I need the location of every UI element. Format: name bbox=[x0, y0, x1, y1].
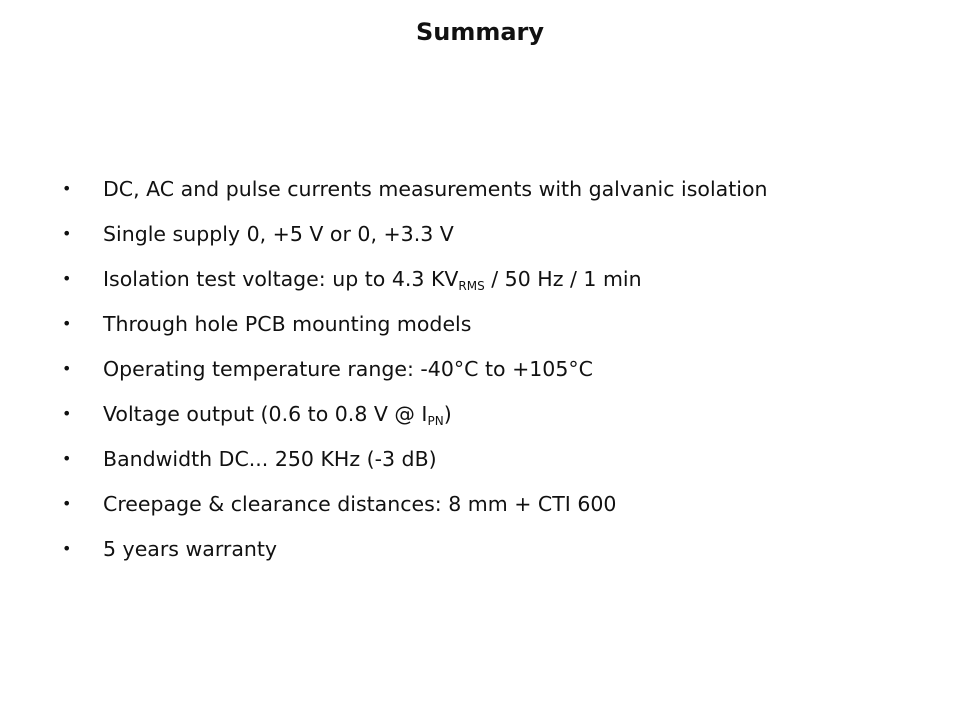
bullet-text: Through hole PCB mounting models bbox=[103, 312, 472, 336]
bullet-icon: • bbox=[62, 269, 72, 288]
bullet-item-isolation-voltage bbox=[62, 262, 942, 307]
bullet-icon: • bbox=[62, 314, 72, 333]
bullet-text: Creepage & clearance distances: 8 mm + CTI 600 bbox=[103, 492, 617, 516]
slide-title: Summary bbox=[415, 18, 545, 46]
bullet-item-creepage-clearance bbox=[62, 487, 942, 532]
bullet-text: 5 years warranty bbox=[103, 537, 278, 561]
bullet-icon: • bbox=[62, 539, 72, 558]
bullet-icon: • bbox=[62, 449, 72, 468]
bullet-icon: • bbox=[62, 179, 72, 198]
bullet-text-tail: / 50 Hz / 1 min bbox=[484, 267, 642, 291]
bullet-icon: • bbox=[62, 359, 72, 378]
bullet-icon: • bbox=[62, 494, 72, 513]
bullet-text-tail: ) bbox=[443, 402, 452, 426]
bullet-item-operating-temperature bbox=[62, 352, 942, 397]
bullet-item-bandwidth bbox=[62, 442, 942, 487]
bullet-text bbox=[103, 397, 452, 431]
bullet-item-through-hole bbox=[62, 307, 942, 352]
bullet-text: Bandwidth DC... 250 KHz (-3 dB) bbox=[103, 447, 437, 471]
rms-subscript: RMS bbox=[458, 279, 485, 293]
bullet-text: DC, AC and pulse currents measurements with galvanic isolation bbox=[103, 177, 768, 201]
bullet-text-main: Voltage output (0.6 to 0.8 V @ I bbox=[103, 402, 428, 426]
bullet-text: Single supply 0, +5 V or 0, +3.3 V bbox=[103, 222, 454, 246]
bullet-icon: • bbox=[62, 404, 72, 423]
bullet-text bbox=[103, 262, 642, 296]
bullet-text-main: Isolation test voltage: up to 4.3 KV bbox=[103, 267, 459, 291]
bullet-item-single-supply bbox=[62, 217, 942, 262]
bullet-list bbox=[62, 172, 942, 577]
pn-subscript: PN bbox=[427, 414, 444, 428]
bullet-icon: • bbox=[62, 224, 72, 243]
bullet-item-warranty bbox=[62, 532, 942, 577]
bullet-item-voltage-output bbox=[62, 397, 942, 442]
bullet-item-dc-ac-pulse bbox=[62, 172, 942, 217]
bullet-text: Operating temperature range: -40°C to +105°C bbox=[103, 357, 593, 381]
